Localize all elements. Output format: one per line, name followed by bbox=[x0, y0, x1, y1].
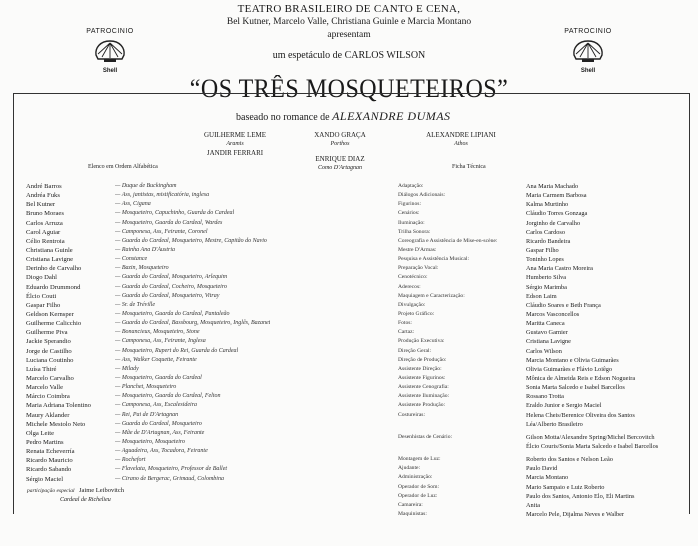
cast-actor-name: Gaspar Filho bbox=[26, 301, 61, 309]
credit-role: Administração: bbox=[398, 474, 433, 481]
shell-wordmark-left: Shell bbox=[102, 68, 118, 74]
cast-actor-name: Eduardo Drummond bbox=[26, 283, 81, 291]
cast-character-role: — Mosqueteiro, Capuchinho, Guarda do Cardeal bbox=[115, 210, 235, 217]
cast-actor-name: Guilherme Piva bbox=[26, 329, 68, 337]
cast-roles bbox=[115, 182, 270, 484]
cast-character-role: — Guarda do Cardeal, Mosqueteiro, Arlequim bbox=[115, 274, 228, 281]
credit-name: Marcia Montano bbox=[526, 474, 569, 482]
special-role: Cardeal de Richelieu bbox=[60, 497, 111, 503]
cast-character-role: — Bazin, Mosqueteiro bbox=[115, 265, 169, 272]
credit-name: Maria Carmem Barbosa bbox=[526, 192, 587, 200]
credit-name: Gustavo Garnier bbox=[526, 329, 568, 337]
credit-role: Adaptação: bbox=[398, 183, 424, 189]
cast-actor-name: Ricardo Sabando bbox=[26, 466, 72, 474]
credit-name: Jorginho de Carvalho bbox=[526, 219, 581, 227]
cast-character-role: — Mosqueteiro, Guarda do Cardeal, Wardes bbox=[115, 219, 223, 226]
cast-character-role: — Milady bbox=[115, 365, 139, 372]
credit-name: Olivia Guimarães e Flávio Loiêgo bbox=[526, 365, 613, 373]
cast-actor-name: Diogo Dahl bbox=[26, 274, 57, 282]
cast-actor-name: Carlos Arruza bbox=[26, 219, 63, 227]
special-name: Jaime Leibovitch bbox=[79, 487, 124, 494]
cast-actor-name: Olga Leite bbox=[26, 429, 55, 437]
special-appearance bbox=[27, 487, 124, 494]
cast-list bbox=[26, 182, 91, 484]
credit-role: Montagem de Luz: bbox=[398, 456, 441, 463]
cast-actor-name: Andréa Fuks bbox=[26, 192, 60, 200]
page-title: “OS TRÊS MOSQUETEIROS” bbox=[189, 75, 509, 104]
credit-name: Marcos Vasconcellos bbox=[526, 310, 580, 318]
cast-actor-name: Bel Kutner bbox=[26, 201, 56, 209]
credit-name: Toninho Lopes bbox=[526, 256, 564, 264]
credit-name: Carlos Cardoso bbox=[526, 228, 566, 236]
cast-actor-name: Jackie Sperandio bbox=[26, 338, 71, 346]
cast-character-role: — Camponesa, Ass, Feirante, Coronel bbox=[115, 228, 208, 235]
credit-name: Marcelo Pele, Dijalma Neves e Walber bbox=[526, 510, 624, 518]
credit-name: Cristiana Lavigne bbox=[526, 338, 571, 346]
cast-actor-name: Christiana Guinle bbox=[26, 246, 73, 254]
cast-heading: Elenco em Ordem Alfabética bbox=[88, 164, 158, 170]
subtitle-prefix: baseado no romance de bbox=[236, 112, 330, 123]
cast-actor-name: Luísa Thiré bbox=[26, 365, 57, 373]
credit-name: Helena Cheis/Berenice Oliveira dos Santos bbox=[526, 411, 635, 419]
subtitle-author: ALEXANDRE DUMAS bbox=[332, 109, 451, 123]
credit-role: Direção Geral: bbox=[398, 347, 432, 354]
credit-role: Mestre D'Armas: bbox=[398, 246, 437, 253]
credit-name: Paulo David bbox=[526, 465, 558, 473]
credit-role: Camareira: bbox=[398, 501, 423, 508]
credit-role: Direção de Produção: bbox=[398, 356, 447, 363]
cast-character-role: — Aguadeira, Ass, Tocadora, Feirante bbox=[115, 448, 208, 455]
cast-actor-name: Carol Aguiar bbox=[26, 228, 61, 236]
credit-role bbox=[398, 442, 497, 451]
athos-role: Athos bbox=[454, 141, 468, 147]
credit-role: Assistente Cenografia: bbox=[398, 384, 449, 391]
aramis-role: Aramis bbox=[226, 141, 244, 147]
credit-name: Rossano Trotta bbox=[526, 393, 564, 401]
credit-role: Assistente Iluminação: bbox=[398, 393, 450, 400]
cast-character-role: — Duque de Buckingham bbox=[115, 183, 177, 189]
cast-character-role: — Rei, Pai de D'Artagnan bbox=[115, 411, 179, 418]
cast-actor-name: Michele Mestolo Neto bbox=[26, 420, 86, 428]
cast-character-role: — Mosqueteiro, Guarda do Cardeal bbox=[115, 374, 202, 381]
cast-character-role: — Constance bbox=[115, 256, 148, 263]
credit-name: Sérgio Marimba bbox=[526, 283, 567, 291]
cast-character-role: — Cirano de Bergerac, Grimaud, Colombina bbox=[115, 475, 224, 482]
credit-role: Produção Executiva: bbox=[398, 338, 445, 345]
credit-role: Figurinos: bbox=[398, 201, 422, 208]
cast-actor-name: Cristiana Lavigne bbox=[26, 256, 74, 264]
credit-role: Coreografia e Assistência de Mise-en-scène: bbox=[398, 237, 498, 244]
cast-character-role: — Flavelata, Mosqueteiro, Professor de Ballet bbox=[115, 466, 228, 473]
cast-character-role: — Rochefort bbox=[115, 457, 146, 464]
shell-wordmark-right: Shell bbox=[580, 68, 596, 74]
credit-role: Aderecos: bbox=[398, 283, 421, 290]
cast-character-role: — Rainha Ana D'Áustria bbox=[115, 246, 176, 253]
presents-line: apresentam bbox=[327, 30, 371, 40]
cast-actor-name: Sérgio Maciel bbox=[26, 475, 64, 483]
credit-role: Assistente Figurinos: bbox=[398, 374, 446, 381]
cast-actor-name: Luciana Coutinho bbox=[26, 356, 74, 364]
credit-role: Costureiras: bbox=[398, 411, 426, 418]
credit-role: Operador de Luz: bbox=[398, 492, 438, 499]
credit-name: Cláudio Soares e Beth França bbox=[526, 301, 601, 309]
credit-role: Divulgação: bbox=[398, 301, 426, 308]
credit-name: Cláudio Torres Gonzaga bbox=[526, 210, 588, 218]
producers-line: Bel Kutner, Marcelo Valle, Christiana Guinle e Marcia Montano bbox=[226, 17, 472, 27]
cast-actor-name: Márcio Coimbra bbox=[26, 393, 70, 401]
cast-character-role: — Bonancieux, Mosqueteiro, Stone bbox=[115, 329, 200, 336]
cast-character-role: — Camponesa, Ass, Escalesideira bbox=[115, 402, 198, 409]
credit-name: Roberto dos Santos e Nelson Leão bbox=[526, 456, 613, 464]
credit-role: Pesquisa e Assistência Musical: bbox=[398, 256, 470, 263]
dartagnan-actor: ENRIQUE DIAZ bbox=[315, 155, 365, 163]
credit-role: Preparação Vocal: bbox=[398, 265, 439, 272]
cast-character-role: — Guarda do Cardeal, Cocheiro, Mosqueteiro bbox=[115, 283, 227, 290]
cast-actor-name: Ricardo Mauricio bbox=[26, 457, 73, 465]
cast-character-role: — Guarda do Cardeal, Bassbourg, Mosqueteiro, Inglês, Bazanet bbox=[115, 320, 271, 327]
credit-name: Mônica de Almeida Reis e Edson Nogueira bbox=[526, 374, 636, 382]
credit-role: Cartaz: bbox=[398, 329, 415, 336]
cast-actor-name: Maria Adriana Tolentino bbox=[26, 402, 91, 410]
cast-character-role: — Ass, Cigana bbox=[115, 201, 151, 208]
cast-character-role: — Mãe de D'Artagnan, Ass, Feirante bbox=[115, 429, 205, 436]
cast-character-role: — Mosqueteiro, Guarda do Cardeal, Felton bbox=[115, 393, 221, 400]
cast-actor-name: Maury Aklander bbox=[26, 411, 70, 419]
aramis-actor-2: JANDIR FERRARI bbox=[206, 149, 264, 157]
porthos-actor: XANDO GRAÇA bbox=[314, 131, 366, 139]
credit-name: Humberto Silva bbox=[526, 274, 567, 282]
cast-actor-name: Renata Echeverría bbox=[26, 448, 75, 456]
cast-character-role: — Camponesa, Ass, Feirante, Inglesa bbox=[115, 338, 206, 345]
credit-name: Edson Laim bbox=[526, 292, 557, 300]
credit-role: Assistente Direção: bbox=[398, 365, 442, 372]
credits-names bbox=[526, 182, 658, 519]
credit-role: Maquiagem e Caracterização: bbox=[398, 292, 465, 299]
cast-character-role: — Ass, Walker Coquette, Feirante bbox=[115, 356, 197, 363]
cast-character-role: — Ass, jantistas, mistificatória, inglesa bbox=[115, 192, 210, 199]
director-line: um espetáculo de CARLOS WILSON bbox=[272, 50, 426, 61]
credit-role: Operador de Som: bbox=[398, 483, 440, 490]
credit-role: Iluminação: bbox=[398, 219, 425, 226]
credit-name: Paulo dos Santos, Antonio Elo, Eli Martins bbox=[526, 492, 635, 500]
cast-character-role: — Mosqueteiro, Mosqueteiro bbox=[115, 438, 186, 445]
credit-role: Ajudante: bbox=[398, 465, 421, 472]
cast-actor-name: Bruno Moraes bbox=[26, 210, 64, 218]
credit-name: Gilson Motta/Alexandre Spring/Michel Bercovitch bbox=[526, 433, 655, 441]
shell-icon bbox=[570, 39, 606, 67]
credit-name: Marcia Montano e Olivia Guimarães bbox=[526, 356, 619, 364]
cast-character-role: — Guarda do Cardeal, Mosqueteiro bbox=[115, 420, 202, 427]
sponsor-label-left: PATROCINIO bbox=[86, 28, 134, 35]
cast-character-role: — Guarda do Cardeal, Mosqueteiro, Vitray bbox=[115, 292, 220, 299]
aramis-actor-1: GUILHERME LEME bbox=[203, 131, 267, 139]
dartagnan-role: Como D'Artagnan bbox=[317, 165, 363, 171]
credit-role: Assistente Produção: bbox=[398, 402, 446, 409]
cast-actor-name: Guilherme Calicchio bbox=[26, 320, 82, 328]
credit-name: Ana Maria Machado bbox=[526, 183, 579, 190]
cast-actor-name: Marcelo Valle bbox=[26, 384, 64, 392]
credit-name: Sonia Marta Salcedo e Isabel Barcellos bbox=[526, 384, 625, 392]
cast-actor-name: Geldson Kernsper bbox=[26, 310, 74, 318]
credits-heading: Ficha Técnica bbox=[452, 164, 486, 170]
cast-actor-name: Jorge de Castilho bbox=[26, 347, 72, 355]
athos-actor: ALEXANDRE LIPIANI bbox=[426, 131, 496, 139]
credit-role: Projeto Gráfico: bbox=[398, 310, 435, 317]
credit-name: Gaspar Filho bbox=[526, 246, 559, 254]
porthos-role: Porthos bbox=[330, 141, 350, 147]
credit-role: Desenhistas de Cenário: bbox=[398, 433, 453, 440]
credit-role: Diálogos Adicionais: bbox=[398, 192, 446, 199]
credit-role: Trilha Sonora: bbox=[398, 228, 431, 235]
credit-name: Élcio Couris/Sonia Marta Salcedo e Isabel Barcellos bbox=[526, 442, 659, 450]
cast-character-role: — Planchet, Mosqueteiro bbox=[115, 384, 177, 391]
cast-actor-name: Célio Rentroia bbox=[26, 237, 65, 245]
credit-name: Maritta Caneca bbox=[526, 320, 565, 328]
credit-name: Mario Sampaio e Luiz Roberto bbox=[526, 483, 605, 491]
credit-role: Maquinistas: bbox=[398, 510, 427, 517]
credit-name: Léa/Alberto Brasileiro bbox=[526, 420, 583, 428]
cast-character-role: — Mosqueteiro, Guarda do Cardeal, Pantaleão bbox=[115, 310, 230, 317]
credit-name: Eraldo Junior e Sergio Maciel bbox=[526, 402, 602, 410]
credits-roles bbox=[398, 182, 497, 519]
credit-role bbox=[398, 420, 497, 429]
credit-name: Ricardo Bandeira bbox=[526, 237, 571, 245]
special-label: participação especial bbox=[27, 488, 75, 494]
cast-actor-name: Élcio Couti bbox=[26, 292, 57, 300]
credit-role: Fotos: bbox=[398, 320, 412, 327]
credit-name: Carlos Wilson bbox=[526, 347, 562, 355]
shell-icon bbox=[92, 39, 128, 67]
cast-actor-name: Marcelo Carvalho bbox=[26, 374, 74, 382]
cast-character-role: — Mosqueteiro, Rupert do Rei, Guarda do Cardeal bbox=[115, 347, 239, 354]
cast-actor-name: André Barros bbox=[26, 183, 62, 190]
sponsor-label-right: PATROCINIO bbox=[564, 28, 612, 35]
credit-name: Ana Maria Castro Moreira bbox=[526, 265, 593, 273]
cast-actor-name: Pedro Martins bbox=[26, 438, 64, 446]
credit-name: Anita bbox=[526, 501, 540, 509]
credit-name: Kalma Murtinho bbox=[526, 201, 569, 209]
presenter-line: TEATRO BRASILEIRO DE CANTO E CENA, bbox=[237, 3, 461, 15]
cast-actor-name: Derinho de Carvalho bbox=[26, 265, 82, 273]
cast-character-role: — Guarda do Cardeal, Mosqueteiro, Mestre, Capitão do Navio bbox=[115, 237, 267, 244]
credit-role: Cenotécnico: bbox=[398, 274, 428, 281]
credit-role: Cenários: bbox=[398, 210, 420, 217]
cast-character-role: — Sr. de Tréville bbox=[115, 301, 155, 308]
